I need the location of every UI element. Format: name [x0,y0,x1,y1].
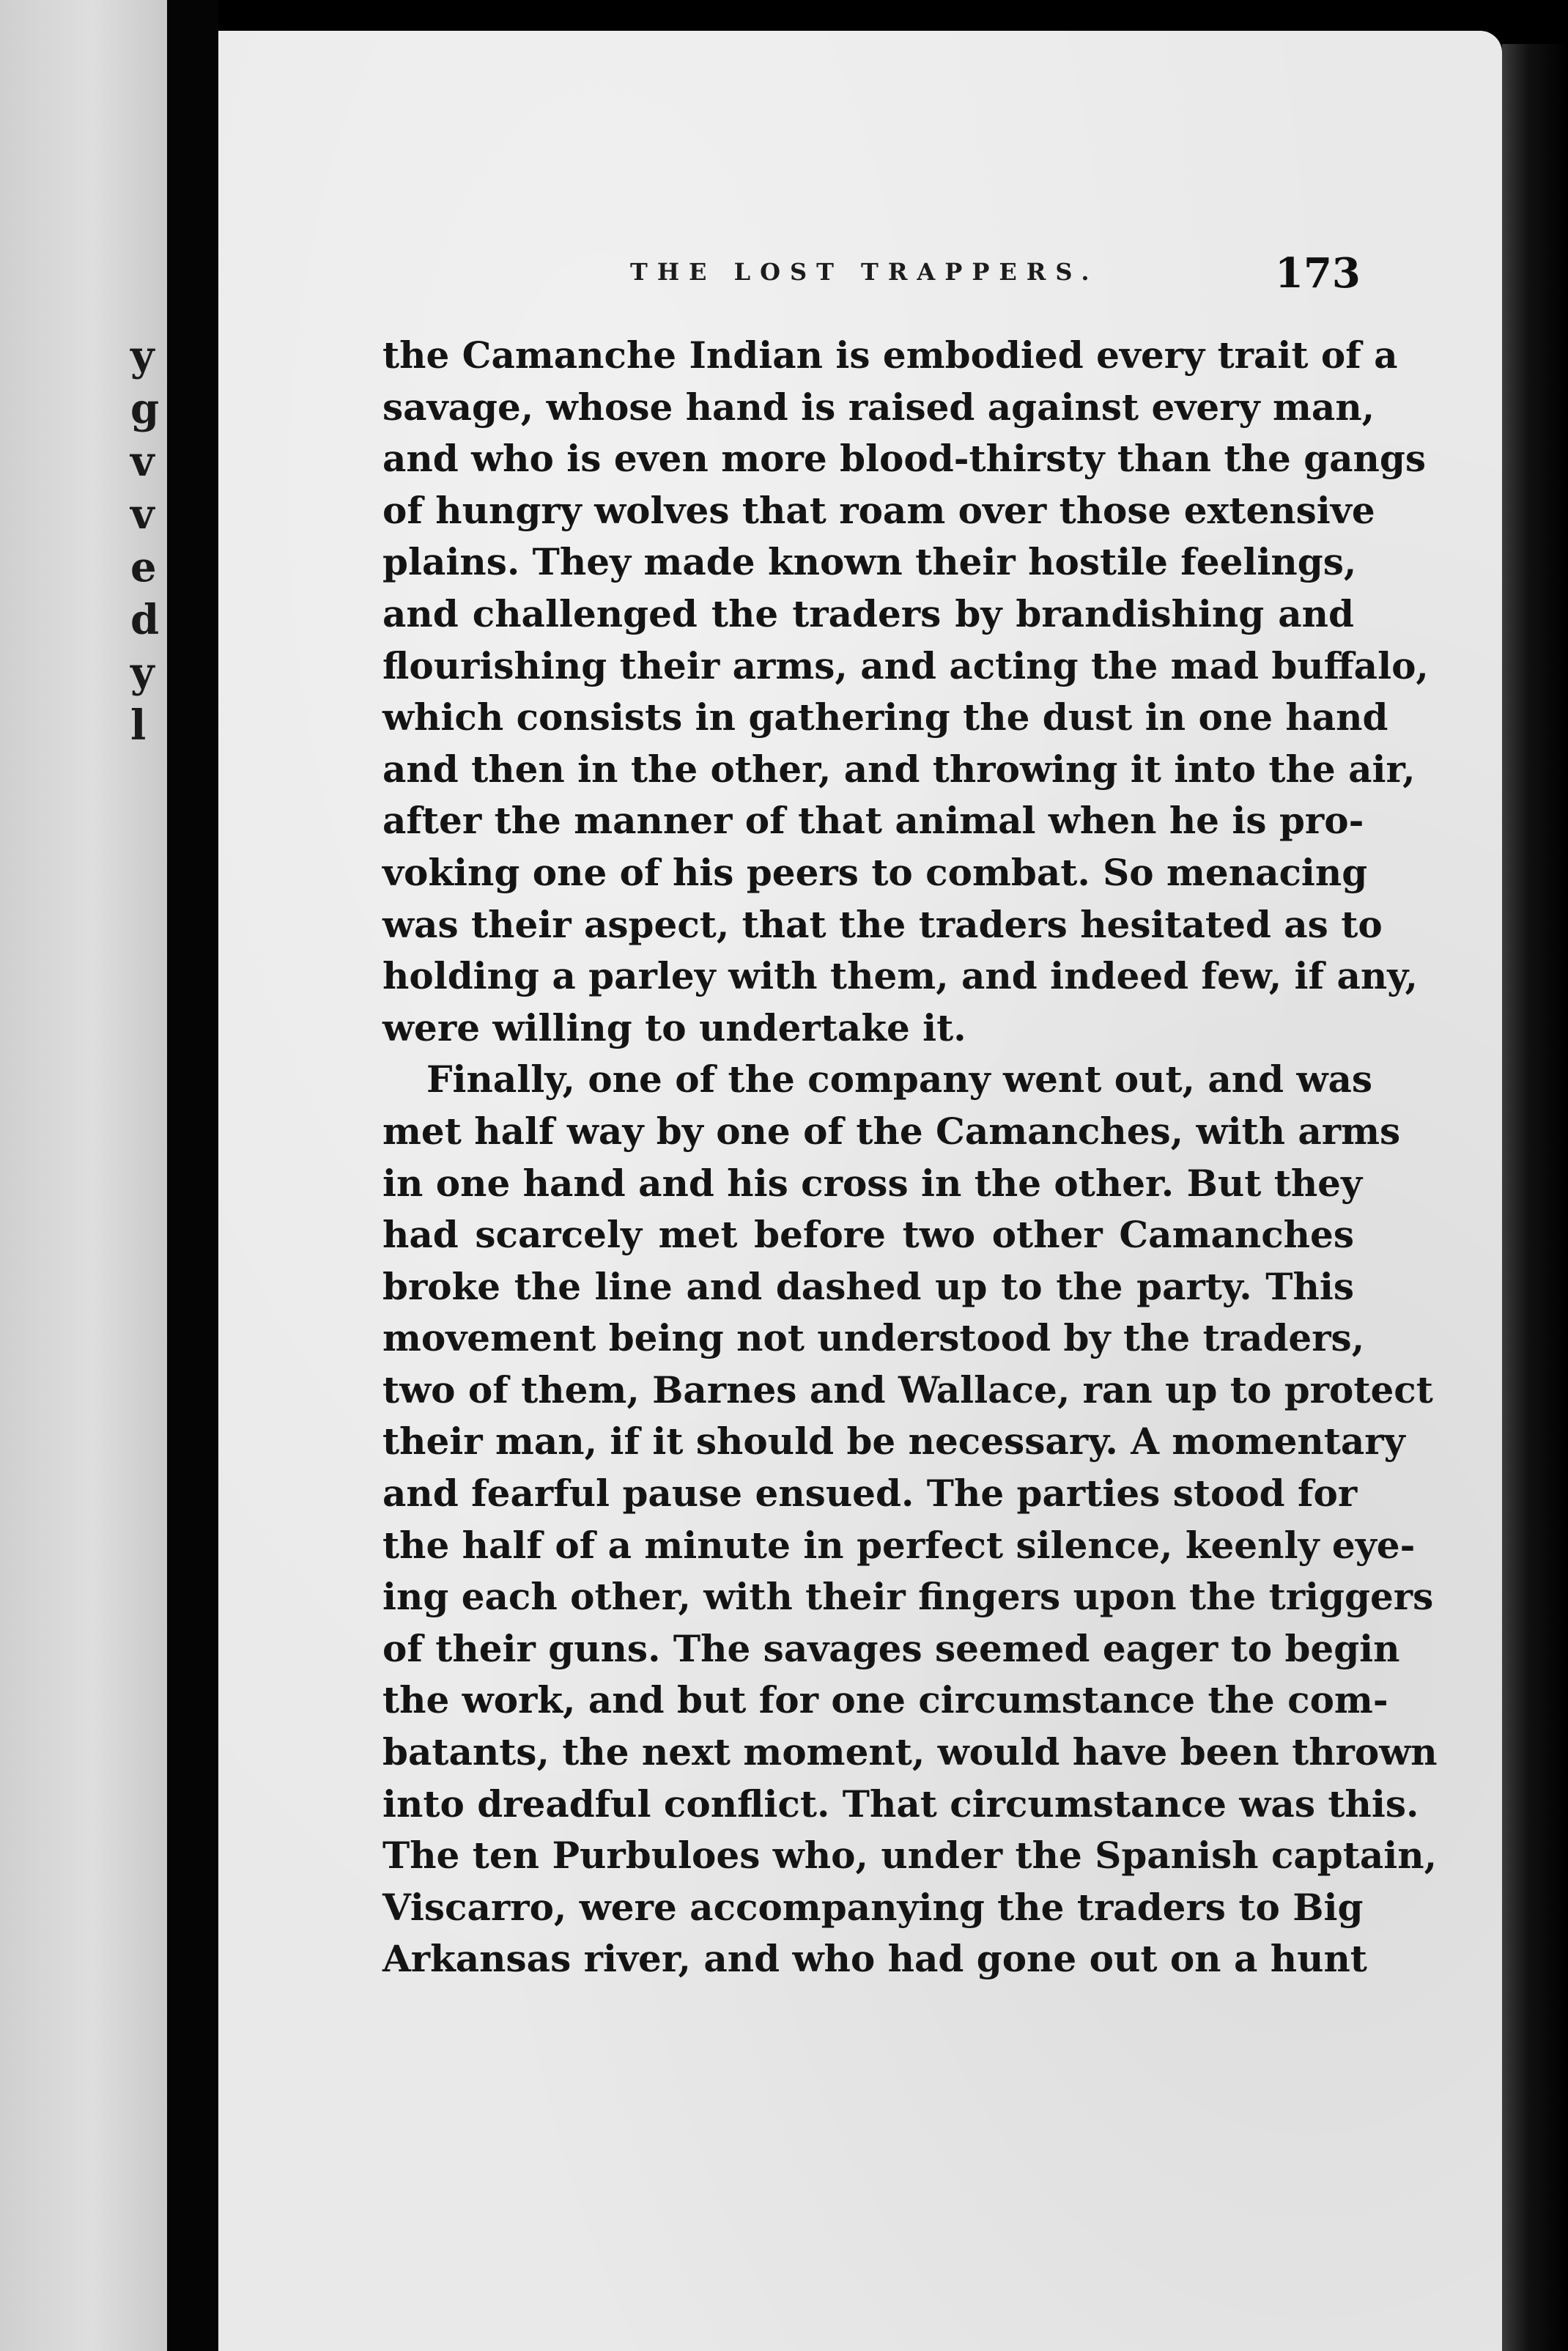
text-line: met half way by one of the Camanches, with arms [382,1109,1401,1153]
page-number: 173 [1275,249,1361,298]
text-line: plains. They made known their hostile feelings, [382,540,1357,584]
text-line: and who is even more blood-thirsty than the gangs [382,437,1427,481]
text-line: broke the line and dashed up to the party. This [382,1264,1354,1308]
text-line: in one hand and his cross in the other. But they [382,1161,1363,1205]
text-line: flourishing their arms, and acting the mad buffalo, [382,643,1429,687]
text-line: movement being not understood by the traders, [382,1316,1365,1360]
text-line: which consists in gathering the dust in one hand [382,695,1388,739]
text-line: of their guns. The savages seemed eager to begin [382,1626,1400,1670]
body-text [382,330,1438,1985]
text-line: ing each other, with their fingers upon the triggers [382,1575,1434,1619]
text-line: two of them, Barnes and Wallace, ran up to protect [382,1368,1433,1411]
text-line: savage, whose hand is raised against every man, [382,385,1375,429]
text-line: the Camanche Indian is embodied every trait of a [382,333,1398,377]
text-line: was their aspect, that the traders hesitated as to [382,902,1383,946]
text-line: and fearful pause ensued. The parties stood for [382,1472,1358,1516]
text-line: into dreadful conflict. That circumstance was this. [382,1782,1419,1826]
text-line: Arkansas river, and who had gone out on a hunt [382,1937,1367,1981]
page-right-edge [1502,44,1568,2351]
text-line: the half of a minute in perfect silence, keenly eye- [382,1523,1416,1567]
text-line: and then in the other, and throwing it into the air, [382,747,1416,791]
text-line: the work, and but for one circumstance the com- [382,1678,1388,1722]
facing-page-edge [0,0,167,2351]
paragraph-2 [382,1054,1438,1985]
text-line: Finally, one of the company went out, and was [426,1058,1373,1101]
running-head: THE LOST TRAPPERS. [630,258,1099,286]
text-line: and challenged the traders by brandishing and [382,591,1354,635]
text-line: voking one of his peers to combat. So menacing [382,850,1368,894]
text-line: were willing to undertake it. [382,1005,966,1049]
book-gutter [167,0,218,2351]
text-line: holding a parley with them, and indeed few, if any, [382,954,1418,998]
text-line: had scarcely met before two other Camanches [382,1213,1354,1257]
text-line: The ten Purbuloes who, under the Spanish captain, [382,1834,1437,1878]
facing-page-text-fragment: y g v v e d y l [130,332,160,750]
text-line: of hungry wolves that roam over those extensive [382,488,1375,532]
text-line: batants, the next moment, would have been thrown [382,1730,1438,1774]
text-line: their man, if it should be necessary. A momentary [382,1420,1405,1464]
text-line: Viscarro, were accompanying the traders to Big [382,1885,1364,1929]
text-line: after the manner of that animal when he is pro- [382,799,1364,843]
paragraph-1 [382,330,1429,1054]
